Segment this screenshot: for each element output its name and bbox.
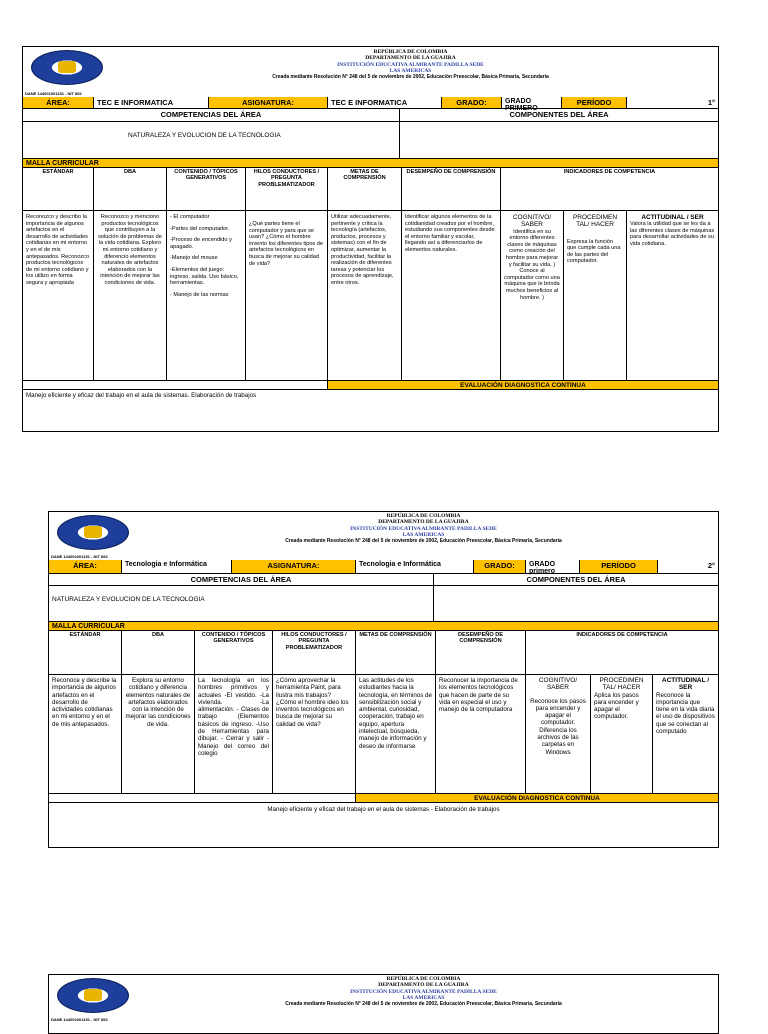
periodo-label: PERÍODO xyxy=(579,560,657,573)
procedimental-title: PROCEDIMEN TAL/ HACER xyxy=(599,677,644,692)
cognitivo-cell xyxy=(500,211,563,380)
asignatura-value: TEC E INFORMATICA xyxy=(327,97,441,108)
metas-header: METAS DE COMPRENSIÓN xyxy=(327,168,401,210)
competencia-text: NATURALEZA Y EVOLUCION DE LA TECNOLOGIA xyxy=(52,596,205,603)
metas-header: METAS DE COMPRENSIÓN xyxy=(355,631,435,674)
malla-content-row xyxy=(49,675,718,794)
cognitivo-text: Identifica en su entorno diferentes clases de máquinas como creación del hombre para mejorar y facilitar su vida. ) Conoce al computador como una máquina que le brinda muchos beneficios al hombre. ) xyxy=(504,228,560,301)
republica-text: REPÚBLICA DE COLOMBIA xyxy=(386,976,461,982)
cognitivo-title: COGNITIVO/ SABER xyxy=(538,677,578,692)
document-page-2 xyxy=(48,511,719,848)
dba-header: DBA xyxy=(121,631,194,674)
actitudinal-text: Reconoce la importancia que tiene en la vida diaria el uso de dispositivos que se conectan al computado xyxy=(656,691,715,736)
metas-text: Utilizar adecuadamente, pertinente y crítica la tecnología (artefactos, productos, procesos y sistemas) con el fin de optimizar, aumentar la productividad, facilitar la realización de diferentes tareas y potenciar los procesos de aprendizaje, entre otros. xyxy=(327,211,401,380)
institucion-text: INSTITUCIÓN EDUCATIVA ALMIRANTE PADILLA SEDE xyxy=(337,61,484,68)
evaluacion-row xyxy=(49,794,718,803)
republica-text: REPÚBLICA DE COLOMBIA xyxy=(386,513,461,519)
school-logo-icon xyxy=(57,515,129,550)
evaluacion-label: EVALUACIÓN DIAGNOSTICA CONTINUA xyxy=(327,381,718,389)
asignatura-value: Tecnologia e Informática xyxy=(355,560,473,573)
institucion-text: INSTITUCIÓN EDUCATIVA ALMIRANTE PADILLA SEDE xyxy=(350,525,497,532)
periodo-label: PERÍODO xyxy=(561,97,626,108)
indicadores-header: INDICADORES DE COMPETENCIA xyxy=(525,631,718,674)
hilos-header: HILOS CONDUCTORES / PREGUNTA PROBLEMATIZADOR xyxy=(272,631,355,674)
procedimental-cell xyxy=(563,211,626,380)
dba-text: Reconozco y menciono productos tecnológicos que contribuyen a la solución de problemas de la vida cotidiana. Exploro mi entorno cotidiano y diferencio elementos naturales de artefactos elaborados con la intención de mejorar las condiciones de vida. xyxy=(93,211,166,380)
periodo-value: 1° xyxy=(626,97,718,108)
malla-content-row xyxy=(23,211,718,381)
grado-label: GRADO: xyxy=(473,560,525,573)
sede-text: LAS AMERICAS xyxy=(389,67,432,74)
competencias-content-row xyxy=(23,122,718,159)
competencias-label: COMPETENCIAS DEL ÁREA xyxy=(190,575,292,584)
institution-header xyxy=(49,512,718,561)
area-value: TEC E INFORMATICA xyxy=(93,97,208,108)
metas-text: Las actitudes de los estudiantes hacia la tecnología, en términos de sensibilización social y ambiental, curiosidad, cooperación, trabajo en equipo, apertura intelectual, búsqueda, manejo de información y deseo de informarse xyxy=(355,675,435,793)
school-logo-icon xyxy=(57,978,129,1013)
asignatura-label: ASIGNATURA: xyxy=(231,560,355,573)
cognitivo-title: COGNITIVO/ SABER xyxy=(512,214,552,229)
evaluacion-text: Manejo eficiente y eficaz del trabajo en el aula de sistemas. Elaboración de trabajos xyxy=(26,392,257,399)
actitudinal-cell xyxy=(626,211,718,380)
competencias-label: COMPETENCIAS DEL ÁREA xyxy=(160,110,262,119)
contenido-item: - Manejo de las normas xyxy=(170,291,229,298)
dba-header: DBA xyxy=(93,168,166,210)
departamento-text: DEPARTAMENTO DE LA GUAJIRA xyxy=(365,55,456,62)
evaluacion-label: EVALUACIÓN DIAGNOSTICA CONTINUA xyxy=(355,794,718,802)
contenido-header: CONTENIDO / TÓPICOS GENERATIVOS xyxy=(166,168,245,210)
competencias-content-row xyxy=(49,586,718,622)
document-page-3 xyxy=(48,974,719,1034)
malla-headers-row xyxy=(49,631,718,675)
desempeno-text: Identificar algunos elementos de la cotidianidad creados por el hombre, estudiando sus componentes desde el entorno familiar y escolar, llegando así a diferenciarlos de elementos naturales. xyxy=(401,211,500,380)
contenido-header: CONTENIDO / TÓPICOS GENERATIVOS xyxy=(194,631,272,674)
dane-code: DANE 144001001151 - NIT 892 xyxy=(51,1017,108,1022)
area-row xyxy=(23,97,718,112)
componentes-value xyxy=(399,122,718,158)
dba-text: Explora su entorno cotidiano y diferencia elementos naturales de artefactos elaborados con la intención de mejorar las condiciones de vida. xyxy=(121,675,194,793)
resolucion-text: Creada mediante Resolución N° 248 del 5 de noviembre de 2002, Educación Preescolar, Básica Primaria, Secundaria xyxy=(272,74,549,81)
indicadores-header: INDICADORES DE COMPETENCIA xyxy=(500,168,718,210)
grado-label: GRADO: xyxy=(441,97,501,108)
procedimental-text: Aplica los pasos para encender y apagar el computador. xyxy=(594,691,639,721)
desempeno-text: Reconocer la importancia de los elementos tecnológicos que hacen de parte de su vida en especial el uso y manejo de la computadora xyxy=(435,675,525,793)
evaluacion-blank xyxy=(23,381,327,389)
malla-label: MALLA CURRICULAR xyxy=(23,159,718,168)
procedimental-title: PROCEDIMEN TAL/ HACER xyxy=(572,214,618,229)
document-page-1 xyxy=(22,46,719,432)
resolucion-text: Creada mediante Resolución N° 248 del 5 de noviembre de 2002, Educación Preescolar, Básica Primaria, Secundaria xyxy=(285,1001,562,1008)
procedimental-cell xyxy=(590,675,652,793)
sede-text: LAS AMERICAS xyxy=(402,994,445,1001)
estandar-header: ESTÁNDAR xyxy=(69,632,101,638)
school-logo-icon xyxy=(31,50,103,85)
estandar-text: Reconoce y describe la importancia de algunos artefactos en el desarrollo de actividades cotidianas en mi entorno y en el de mis antepasados. xyxy=(52,677,117,728)
actitudinal-title: ACTITUDINAL / SER xyxy=(661,677,710,692)
resolucion-text: Creada mediante Resolución N° 248 del 5 de noviembre de 2002, Educación Preescolar, Básica Primaria, Secundaria xyxy=(285,538,562,545)
area-label: ÁREA: xyxy=(73,561,97,570)
competencias-header-row xyxy=(23,109,718,122)
actitudinal-title: ACTITUDINAL / SER xyxy=(641,214,704,221)
area-value: Tecnologia e Informática xyxy=(121,560,231,573)
contenido-list xyxy=(166,211,245,380)
grado-value: GRADO PRIMERO xyxy=(501,97,561,108)
contenido-item: -Proceso de encendido y apagado. xyxy=(170,237,232,250)
desempeno-header: DESEMPEÑO DE COMPRENSIÓN xyxy=(401,168,500,210)
hilos-text: ¿Qué partes tiene el computador y para que se usan? ¿Cómo el hombre invento los diferentes tipos de artefactos tecnológicos en busca de mejorar su calidad de vida? xyxy=(245,211,327,380)
cognitivo-text: Reconoce los pasos para encender y apagar el computador. Diferencia los archivos de las carpetas en Windows xyxy=(530,697,586,756)
contenido-text: La tecnología en los hombres primitivos y actuales -El vestido. -La vivienda. -La alimentación. - Clases de trabajo (Elementos básicos de ingreso. -Uso de Herramientas para dibujar. - Cerrar y salir - Manejo del correo del colegio xyxy=(194,675,272,793)
evaluacion-row xyxy=(23,381,718,390)
departamento-text: DEPARTAMENTO DE LA GUAJIRA xyxy=(378,519,469,526)
competencias-header-row xyxy=(49,574,718,586)
area-row xyxy=(49,560,718,574)
procedimental-text: Expresa la función que cumple cada una de las partes del computador. xyxy=(567,238,621,265)
contenido-item: -Partes del computador. xyxy=(170,225,230,232)
desempeno-header: DESEMPEÑO DE COMPRENSIÓN xyxy=(435,631,525,674)
contenido-item: -Elementos del juego: ingreso, salida. Uso básico, herramientas. xyxy=(170,266,239,287)
estandar-header: ESTÁNDAR xyxy=(42,169,74,175)
componentes-value xyxy=(433,586,718,621)
hilos-header: HILOS CONDUCTORES / PREGUNTA PROBLEMATIZADOR xyxy=(245,168,327,210)
dane-code: DANE 144001001151 - NIT 892 xyxy=(25,91,82,96)
hilos-text: ¿Cómo aprovechar la herramienta Paint, para ilustra mis trabajos? ¿Cómo el hombre ideo los inventos tecnológicos en busca de mejorar su calidad de vida? xyxy=(272,675,355,793)
contenido-item: -Manejo del mouse xyxy=(170,255,218,262)
asignatura-label: ASIGNATURA: xyxy=(208,97,327,108)
contenido-item: - El computador xyxy=(170,214,210,220)
institution-header xyxy=(49,975,718,1023)
republica-text: REPÚBLICA DE COLOMBIA xyxy=(373,49,448,55)
malla-headers-row xyxy=(23,168,718,211)
departamento-text: DEPARTAMENTO DE LA GUAJIRA xyxy=(378,982,469,989)
institucion-text: INSTITUCIÓN EDUCATIVA ALMIRANTE PADILLA SEDE xyxy=(350,988,497,995)
sede-text: LAS AMERICAS xyxy=(402,531,445,538)
actitudinal-text: Valora la utilidad que se les da a las diferentes clases de máquinas para desarrollar actividades de su vida cotidiana. xyxy=(630,221,715,248)
grado-value: GRADO primero xyxy=(525,560,579,573)
dane-code: DANE 144001001151 - NIT 892 xyxy=(51,554,108,559)
competencia-text: NATURALEZA Y EVOLUCION DE LA TECNOLOGIA xyxy=(128,132,281,139)
componentes-label: COMPONENTES DEL ÁREA xyxy=(433,574,718,585)
componentes-label: COMPONENTES DEL ÁREA xyxy=(399,109,718,121)
evaluacion-blank xyxy=(49,794,355,802)
actitudinal-cell xyxy=(652,675,718,793)
periodo-value: 2° xyxy=(657,560,718,573)
malla-label: MALLA CURRICULAR xyxy=(49,622,718,631)
area-label: ÁREA: xyxy=(46,98,70,107)
cognitivo-cell xyxy=(525,675,590,793)
estandar-text: Reconozco y describo la importancia de algunos artefactos en el desarrollo de actividades cotidianas en mi entorno y en el de mis antepasados. Reconozco productos tecnológicos de mi entorno cotidiano y los utilizo en forma segura y apropiada xyxy=(26,214,90,286)
institution-header xyxy=(23,47,718,98)
evaluacion-text: Manejo eficiente y eficaz del trabajo en el aula de sistemas - Elaboración de trabajos xyxy=(267,806,500,813)
